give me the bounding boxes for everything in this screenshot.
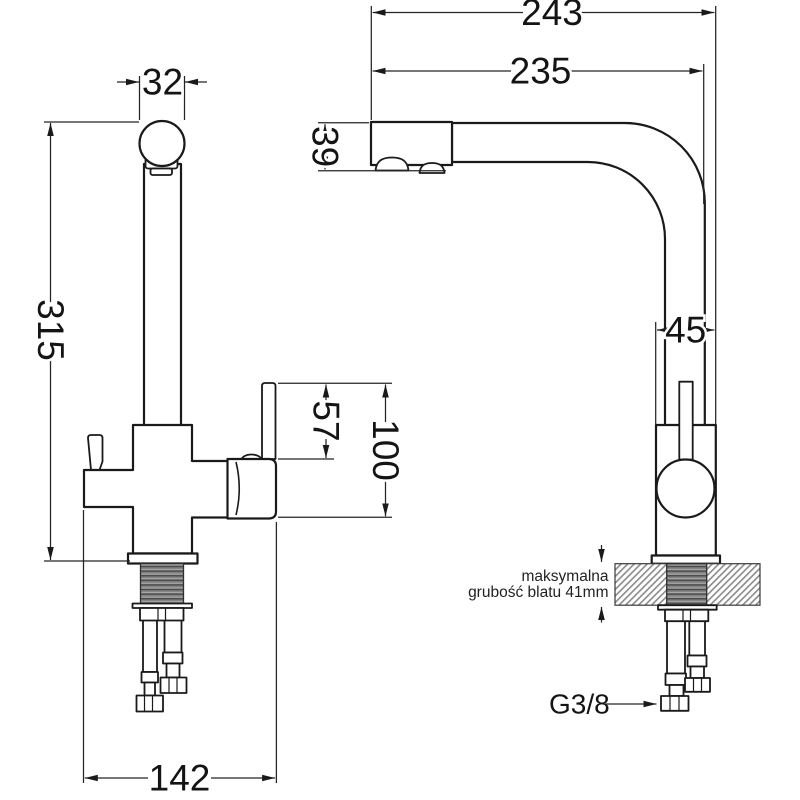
side-view [371, 122, 760, 711]
hose-tube [167, 664, 180, 678]
side-ball-joint [657, 460, 715, 518]
dim-total-reach: 243 [521, 0, 583, 33]
dim-handle-above-spout: 57 [305, 400, 347, 442]
front-ball-head [140, 121, 185, 166]
hose-connector [688, 656, 707, 667]
counter-note-line2: grubość blatu 41mm [468, 584, 609, 601]
front-aerator-lip [151, 169, 173, 176]
hose-tube [691, 667, 705, 679]
front-side-valve-lever [88, 435, 103, 470]
front-supply-hose-right [161, 620, 187, 693]
front-view [84, 121, 276, 712]
dim-spout-head-height: 39 [304, 126, 346, 168]
hose-tube [667, 620, 685, 674]
side-spout-tube [452, 123, 705, 426]
hose-end-nut [161, 678, 187, 694]
dim-base-span: 142 [148, 757, 211, 799]
dim-spout-reach: 235 [509, 50, 572, 92]
hose-connector [163, 653, 183, 664]
front-body [84, 425, 228, 554]
hose-tube [689, 620, 705, 656]
hose-connector [142, 672, 159, 683]
hose-connector [666, 674, 687, 686]
dim-total-height: 315 [30, 299, 71, 361]
hose-tube [145, 683, 156, 696]
front-spout-column [144, 164, 181, 426]
front-lever-handle [262, 383, 276, 459]
dim-body-depth: 45 [665, 309, 707, 351]
side-lever-handle [679, 382, 692, 460]
hose-end-nut [685, 678, 710, 692]
dim-handle-to-spout-bottom: 100 [365, 419, 406, 481]
hose-tube [143, 620, 157, 672]
side-dimensions [305, 0, 716, 720]
hose-end-nut [661, 696, 689, 711]
side-supply-hose-left [661, 620, 689, 711]
front-dimensions [30, 62, 406, 799]
side-mounting-flange [652, 556, 720, 564]
front-threaded-rod [141, 564, 184, 604]
counter-note-line1: maksymalna [521, 568, 609, 585]
side-threaded-rod [667, 564, 707, 606]
hose-tube [670, 685, 684, 696]
front-mounting-flange [128, 554, 198, 564]
side-supply-hose-right [685, 620, 710, 692]
side-aerator-filter [420, 163, 445, 173]
front-mounting-nut [140, 608, 184, 621]
front-supply-hose-left [137, 620, 164, 712]
dim-spout-width: 32 [141, 61, 184, 103]
side-mounting-nut [665, 610, 708, 622]
hose-tube [165, 620, 182, 653]
front-spout-end [228, 459, 277, 519]
hose-end-nut [137, 696, 164, 712]
thread-size-label: G3/8 [549, 688, 610, 720]
